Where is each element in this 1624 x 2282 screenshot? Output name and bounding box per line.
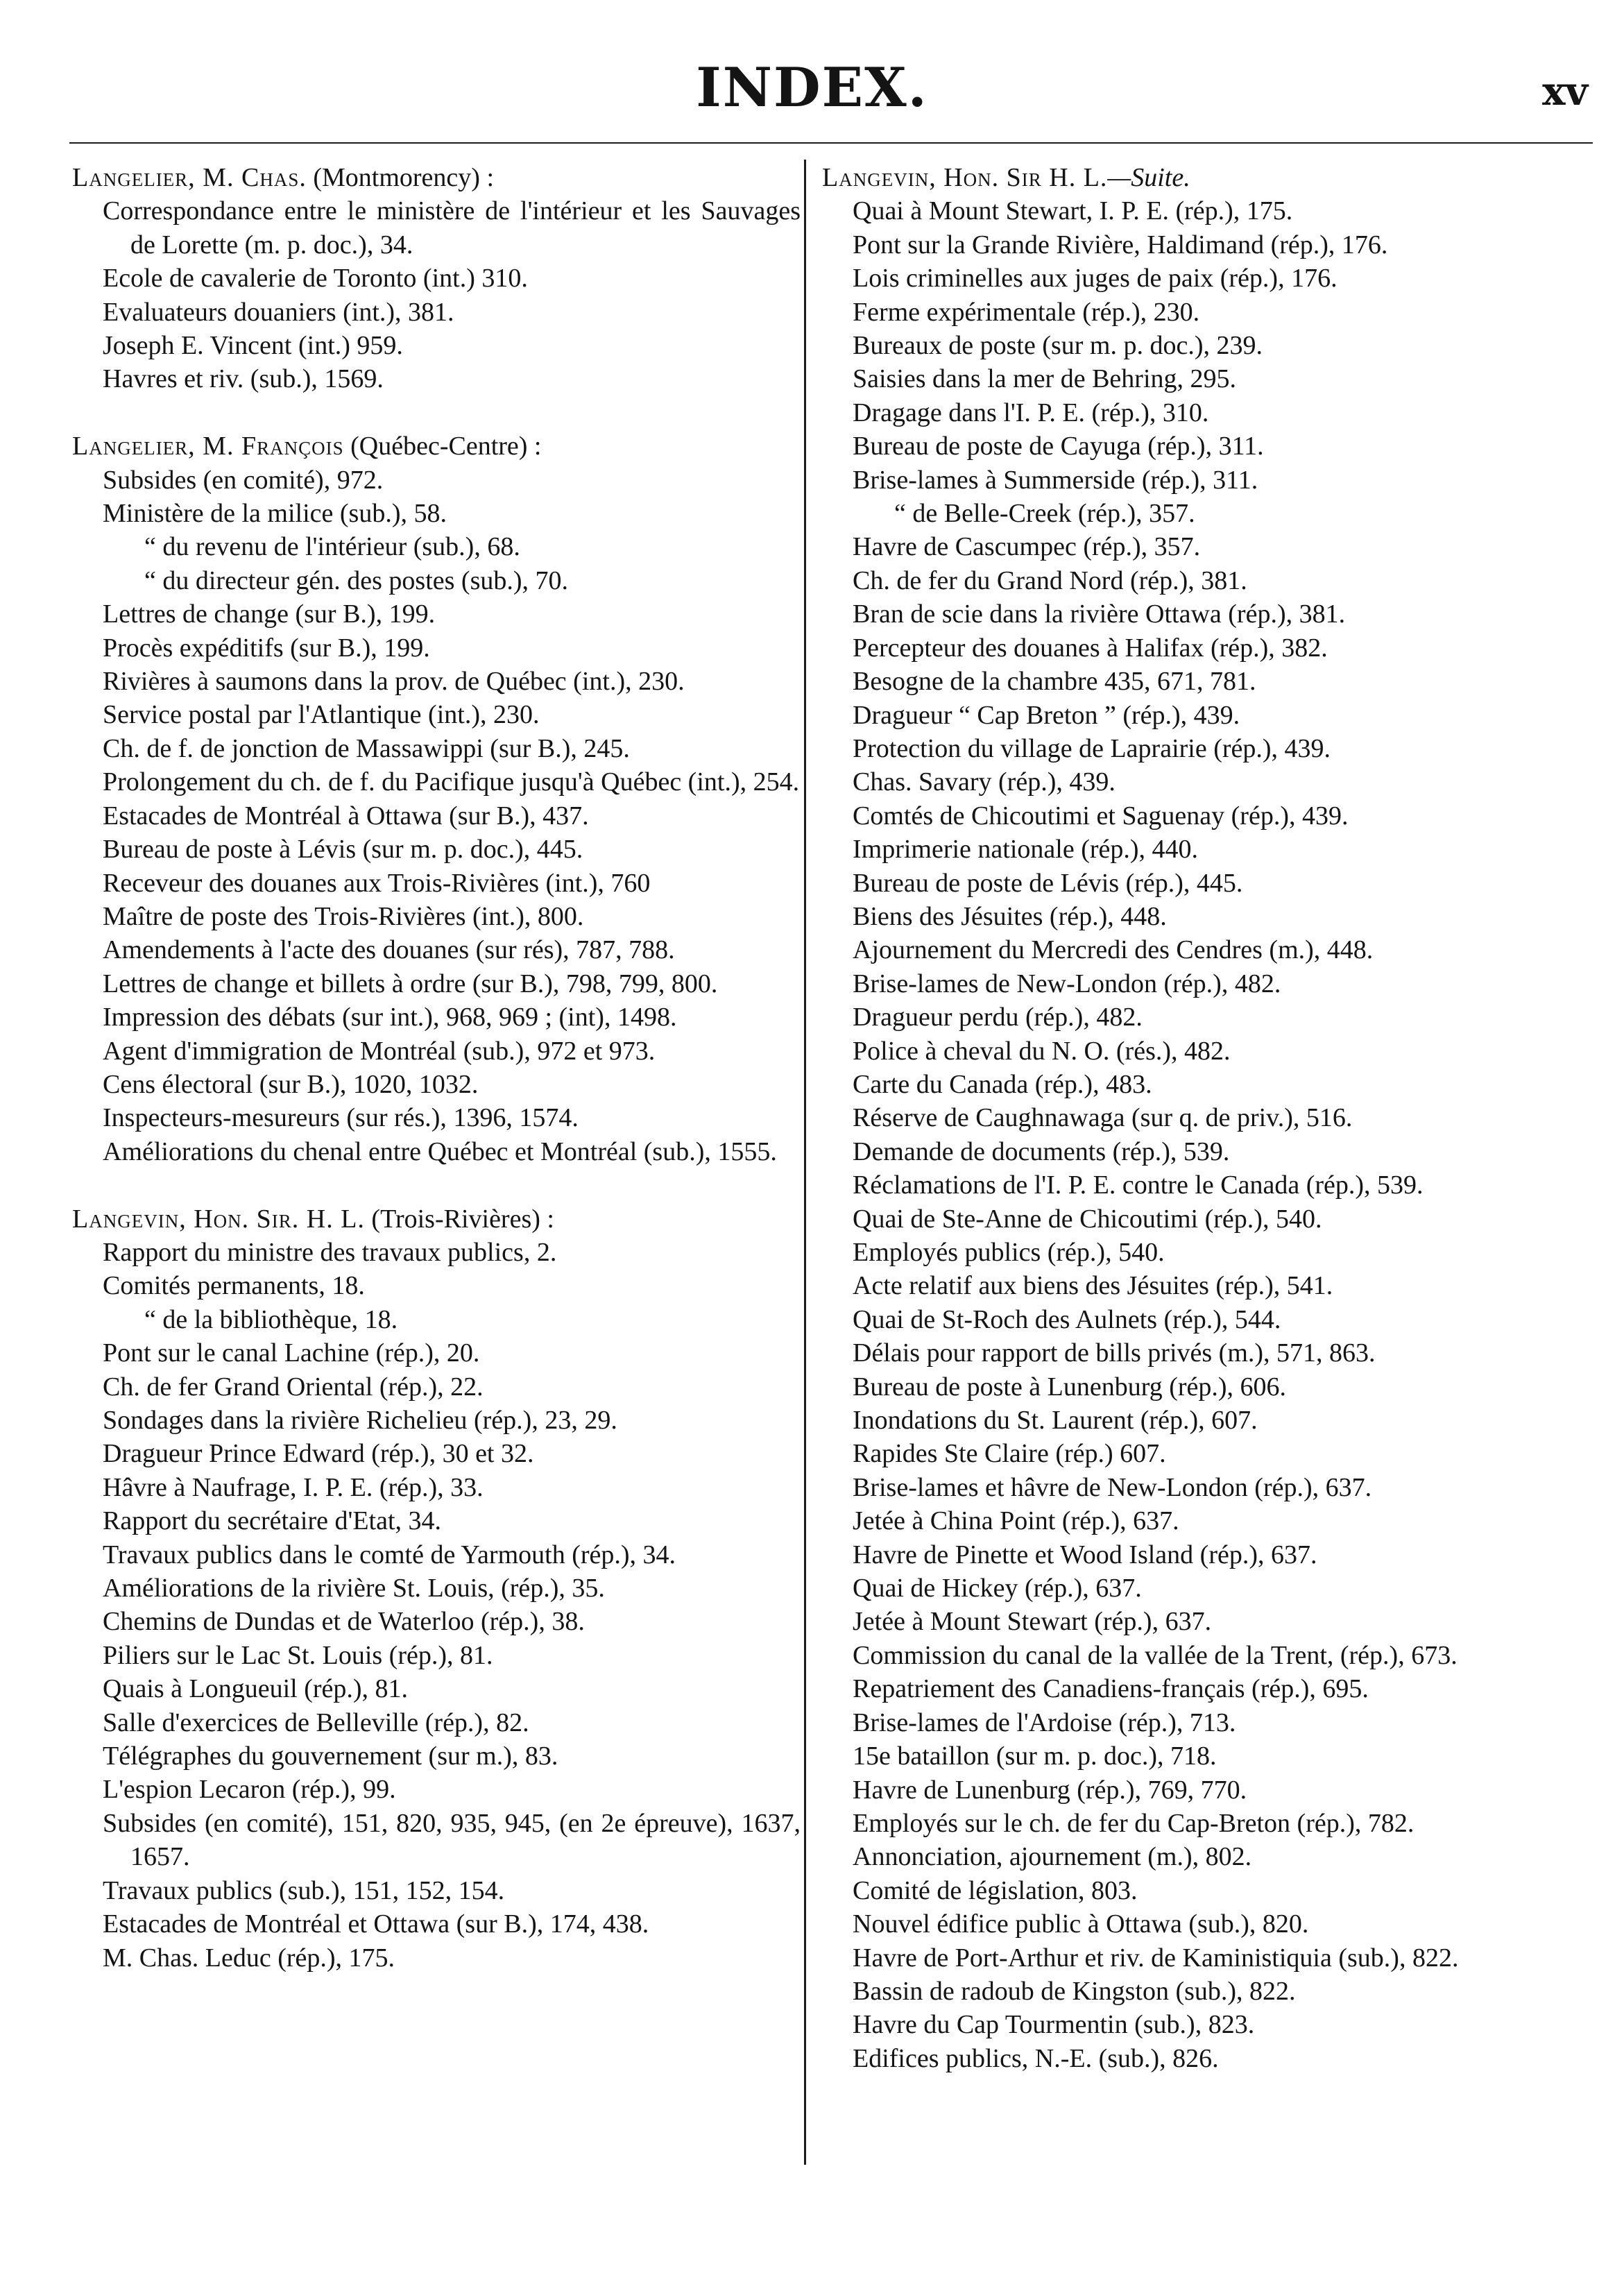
index-entry: Repatriement des Canadiens-français (rép.), 695.	[853, 1674, 1369, 1704]
index-entry: Brise-lames de l'Ardoise (rép.), 713.	[853, 1708, 1236, 1737]
index-entry: Bureaux de poste (sur m. p. doc.), 239.	[853, 331, 1263, 361]
riding-label: (Montmorency) :	[306, 163, 494, 192]
index-entry: Cens électoral (sur B.), 1020, 1032.	[103, 1069, 479, 1099]
index-entry: Dragueur “ Cap Breton ” (rép.), 439.	[853, 700, 1240, 730]
index-entry: Correspondance entre le ministère de l'intérieur et les Sauvages de Lorette (m. p. doc.), 34.	[103, 196, 801, 259]
index-entry: Subsides (en comité), 972.	[103, 465, 384, 495]
index-entry: Bran de scie dans la rivière Ottawa (rép.), 381.	[853, 599, 1346, 629]
right-column	[822, 161, 1547, 2109]
index-entry: Ch. de fer du Grand Nord (rép.), 381.	[853, 565, 1247, 595]
index-entry: Jetée à Mount Stewart (rép.), 637.	[853, 1607, 1212, 1637]
index-entry: Dragage dans l'I. P. E. (rép.), 310.	[853, 398, 1209, 427]
index-entry: Agent d'immigration de Montréal (sub.), 972 et 973.	[103, 1036, 656, 1066]
index-entry: Lettres de change et billets à ordre (sur B.), 798, 799, 800.	[103, 969, 718, 998]
index-entry: Ferme expérimentale (rép.), 230.	[853, 297, 1200, 327]
index-entry: Inondations du St. Laurent (rép.), 607.	[853, 1406, 1258, 1436]
index-entry: Carte du Canada (rép.), 483.	[853, 1069, 1152, 1099]
index-entry: Nouvel édifice public à Ottawa (sub.), 820.	[853, 1909, 1309, 1939]
index-entry: Brise-lames et hâvre de New-London (rép.), 637.	[853, 1472, 1372, 1502]
index-entry: Bassin de radoub de Kingston (sub.), 822.	[853, 1976, 1296, 2006]
index-entry: Havre du Cap Tourmentin (sub.), 823.	[853, 2010, 1255, 2040]
index-entry: Quai de Ste-Anne de Chicoutimi (rép.), 540.	[853, 1204, 1322, 1234]
index-entry: Rapport du secrétaire d'Etat, 34.	[103, 1506, 442, 1536]
index-entry: Amendements à l'acte des douanes (sur rés), 787, 788.	[103, 935, 675, 965]
index-entry: Bureau de poste à Lunenburg (rép.), 606.	[853, 1372, 1287, 1402]
index-section	[72, 1202, 801, 1975]
index-entry: “ du directeur gén. des postes (sub.), 70.	[144, 565, 569, 595]
index-entry: Demande de documents (rép.), 539.	[853, 1136, 1230, 1166]
index-entry: Quai à Mount Stewart, I. P. E. (rép.), 175.	[853, 196, 1293, 226]
index-entry: Hâvre à Naufrage, I. P. E. (rép.), 33.	[103, 1472, 484, 1502]
index-entry: Comités permanents, 18.	[103, 1271, 365, 1301]
index-entry: “ de la bibliothèque, 18.	[144, 1304, 398, 1334]
index-entry: Télégraphes du gouvernement (sur m.), 83.	[103, 1742, 558, 1771]
index-entry: Ajournement du Mercredi des Cendres (m.), 448.	[853, 935, 1374, 965]
entry-list	[72, 1236, 801, 1975]
index-entry: Dragueur Prince Edward (rép.), 30 et 32.	[103, 1439, 534, 1469]
index-entry: Améliorations de la rivière St. Louis, (rép.), 35.	[103, 1574, 605, 1603]
member-name: Langelier, M. Chas.	[72, 163, 307, 192]
member-name: Langelier, M. François	[72, 432, 344, 461]
index-entry: Pont sur la Grande Rivière, Haldimand (rép.), 176.	[853, 230, 1388, 259]
index-entry: Commission du canal de la vallée de la Trent, (rép.), 673.	[853, 1640, 1458, 1670]
index-entry: Joseph E. Vincent (int.) 959.	[103, 331, 403, 361]
index-entry: Edifices publics, N.-E. (sub.), 826.	[853, 2043, 1219, 2073]
index-entry: Ch. de f. de jonction de Massawippi (sur B.), 245.	[103, 733, 630, 763]
section-heading	[72, 429, 801, 463]
index-entry: Sondages dans la rivière Richelieu (rép.), 23, 29.	[103, 1406, 617, 1435]
index-entry: Imprimerie nationale (rép.), 440.	[853, 835, 1199, 865]
index-entry: Annonciation, ajournement (m.), 802.	[853, 1842, 1252, 1872]
index-entry: Travaux publics (sub.), 151, 152, 154.	[103, 1875, 505, 1905]
index-entry: Rivières à saumons dans la prov. de Québec (int.), 230.	[103, 667, 685, 697]
index-entry: Ch. de fer Grand Oriental (rép.), 22.	[103, 1372, 484, 1402]
page-title: INDEX.	[696, 56, 928, 119]
index-entry: Receveur des douanes aux Trois-Rivières (int.), 760	[103, 868, 651, 898]
index-entry: Evaluateurs douaniers (int.), 381.	[103, 297, 454, 327]
index-entry: Percepteur des douanes à Halifax (rép.), 382.	[853, 633, 1328, 663]
index-entry: Havres et riv. (sub.), 1569.	[103, 364, 384, 394]
index-entry: Police à cheval du N. O. (rés.), 482.	[853, 1036, 1231, 1066]
index-entry: Lois criminelles aux juges de paix (rép.), 176.	[853, 264, 1337, 293]
member-name: Langevin, Hon. Sir H. L.	[822, 163, 1108, 192]
section-heading	[822, 161, 1547, 194]
entry-list	[72, 194, 801, 395]
index-entry: Ministère de la milice (sub.), 58.	[103, 499, 447, 529]
index-entry: Saisies dans la mer de Behring, 295.	[853, 364, 1237, 394]
page-number: xv	[1542, 69, 1588, 114]
index-entry: Bureau de poste de Lévis (rép.), 445.	[853, 868, 1243, 898]
index-entry: Bureau de poste de Cayuga (rép.), 311.	[853, 432, 1264, 461]
index-entry: “ du revenu de l'intérieur (sub.), 68.	[144, 532, 520, 562]
index-entry: Rapides Ste Claire (rép.) 607.	[853, 1439, 1166, 1469]
index-entry: Quai de Hickey (rép.), 637.	[853, 1574, 1142, 1603]
index-section	[822, 161, 1547, 2075]
index-entry: Maître de poste des Trois-Rivières (int.), 800.	[103, 901, 584, 931]
index-entry: Réserve de Caughnawaga (sur q. de priv.), 516.	[853, 1103, 1353, 1133]
continued-label: —Suite.	[1107, 163, 1190, 192]
index-entry: Procès expéditifs (sur B.), 199.	[103, 633, 430, 663]
index-entry: Prolongement du ch. de f. du Pacifique jusqu'à Québec (int.), 254.	[103, 767, 800, 797]
index-entry: Pont sur le canal Lachine (rép.), 20.	[103, 1338, 480, 1368]
index-entry: Lettres de change (sur B.), 199.	[103, 599, 436, 629]
index-entry: Brise-lames de New-London (rép.), 482.	[853, 969, 1281, 998]
index-entry: Service postal par l'Atlantique (int.), 230.	[103, 700, 540, 730]
index-entry: M. Chas. Leduc (rép.), 175.	[103, 1943, 395, 1973]
index-entry: Quai de St-Roch des Aulnets (rép.), 544.	[853, 1304, 1281, 1334]
index-entry: L'espion Lecaron (rép.), 99.	[103, 1775, 396, 1805]
index-entry: Chas. Savary (rép.), 439.	[853, 767, 1116, 797]
index-section	[72, 429, 801, 1168]
index-entry: Quais à Longueuil (rép.), 81.	[103, 1674, 409, 1704]
index-entry: Améliorations du chenal entre Québec et Montréal (sub.), 1555.	[103, 1136, 777, 1166]
index-entry: Rapport du ministre des travaux publics, 2.	[103, 1237, 557, 1267]
index-entry: Besogne de la chambre 435, 671, 781.	[853, 667, 1256, 697]
index-entry: Ecole de cavalerie de Toronto (int.) 310.	[103, 264, 528, 293]
riding-label: (Trois-Rivières) :	[364, 1204, 554, 1234]
index-entry: Havre de Lunenburg (rép.), 769, 770.	[853, 1775, 1247, 1805]
index-entry: Subsides (en comité), 151, 820, 935, 945, (en 2e épreuve), 1637, 1657.	[103, 1808, 801, 1872]
index-entry: Jetée à China Point (rép.), 637.	[853, 1506, 1179, 1536]
entry-list	[822, 194, 1547, 2075]
index-entry: Protection du village de Laprairie (rép.), 439.	[853, 733, 1331, 763]
index-entry: Impression des débats (sur int.), 968, 969 ; (int), 1498.	[103, 1003, 677, 1032]
index-entry: Estacades de Montréal et Ottawa (sur B.), 174, 438.	[103, 1909, 649, 1939]
index-entry: Inspecteurs-mesureurs (sur rés.), 1396, 1574.	[103, 1103, 579, 1133]
index-entry: Brise-lames à Summerside (rép.), 311.	[853, 465, 1258, 495]
left-column	[72, 161, 801, 2008]
index-entry: Havre de Pinette et Wood Island (rép.), 637.	[853, 1540, 1317, 1569]
index-section	[72, 161, 801, 396]
index-entry: Chemins de Dundas et de Waterloo (rép.), 38.	[103, 1607, 585, 1637]
index-entry: Piliers sur le Lac St. Louis (rép.), 81.	[103, 1640, 493, 1670]
riding-label: (Québec-Centre) :	[343, 432, 542, 461]
index-entry: Acte relatif aux biens des Jésuites (rép.), 541.	[853, 1271, 1333, 1301]
column-divider	[804, 160, 806, 2165]
index-entry: Délais pour rapport de bills privés (m.), 571, 863.	[853, 1338, 1376, 1368]
member-name: Langevin, Hon. Sir. H. L.	[72, 1204, 365, 1234]
index-entry: Comité de législation, 803.	[853, 1875, 1138, 1905]
section-heading	[72, 1202, 801, 1236]
index-entry: Estacades de Montréal à Ottawa (sur B.), 437.	[103, 801, 589, 831]
index-entry: Biens des Jésuites (rép.), 448.	[853, 901, 1167, 931]
index-entry: Bureau de poste à Lévis (sur m. p. doc.), 445.	[103, 835, 583, 865]
index-entry: Travaux publics dans le comté de Yarmouth (rép.), 34.	[103, 1540, 676, 1569]
header-rule	[69, 142, 1593, 144]
index-entry: “ de Belle-Creek (rép.), 357.	[894, 499, 1195, 529]
index-entry: Réclamations de l'I. P. E. contre le Canada (rép.), 539.	[853, 1170, 1424, 1200]
index-entry: 15e bataillon (sur m. p. doc.), 718.	[853, 1742, 1217, 1771]
index-entry: Comtés de Chicoutimi et Saguenay (rép.), 439.	[853, 801, 1349, 831]
entry-list	[72, 463, 801, 1169]
index-entry: Havre de Cascumpec (rép.), 357.	[853, 532, 1201, 562]
section-heading	[72, 161, 801, 194]
index-entry: Havre de Port-Arthur et riv. de Kaministiquia (sub.), 822.	[853, 1943, 1459, 1973]
index-entry: Employés sur le ch. de fer du Cap-Breton (rép.), 782.	[853, 1808, 1414, 1838]
index-entry: Employés publics (rép.), 540.	[853, 1238, 1165, 1267]
index-entry: Dragueur perdu (rép.), 482.	[853, 1003, 1143, 1032]
index-entry: Salle d'exercices de Belleville (rép.), 82.	[103, 1708, 529, 1737]
